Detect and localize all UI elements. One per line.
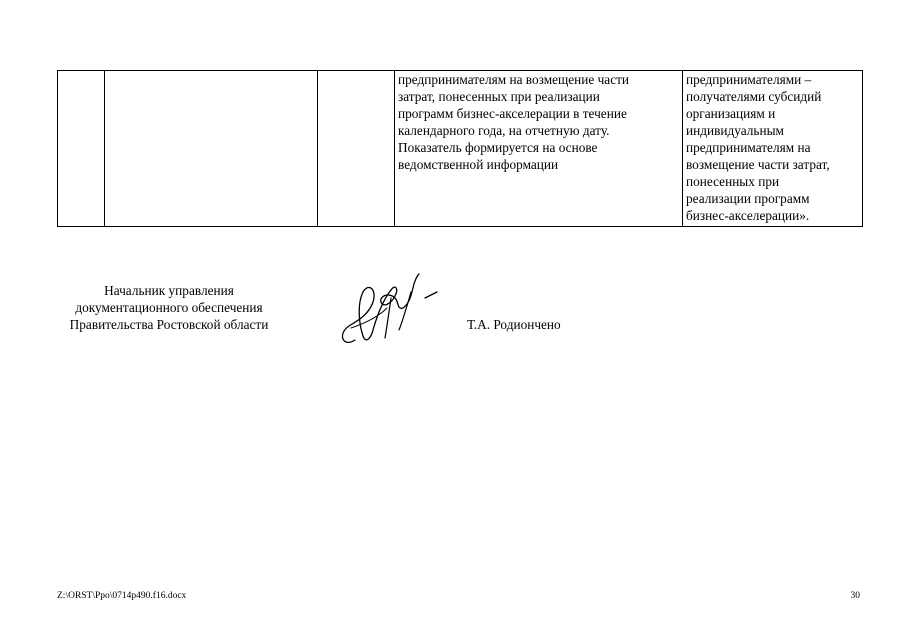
table-cell-3 bbox=[318, 71, 395, 227]
document-table bbox=[57, 70, 863, 227]
footer-file-path: Z:\ORST\Ppo\0714p490.f16.docx bbox=[57, 591, 187, 601]
signatory-position: Начальник управления документационного обеспечения Правительства Ростовской области bbox=[69, 283, 269, 332]
table-cell-description: предпринимателям на возмещение части затрат, понесенных при реализации программ бизнес-акселерации в течение календарного года, на отчетную дату. Показатель формируется на основе ведомственной информации bbox=[395, 71, 683, 227]
table-row bbox=[58, 71, 863, 227]
table-cell-2 bbox=[105, 71, 318, 227]
table-cell-recipients: предпринимателями – получателями субсидий организациям и индивидуальным предпринимателям на возмещение части затрат, понесенных при реализации программ бизнес-акселерации». bbox=[683, 71, 863, 227]
signatory-name: Т.А. Родиончено bbox=[467, 317, 561, 332]
table-cell-1 bbox=[58, 71, 105, 227]
page-number: 30 bbox=[850, 591, 860, 601]
handwritten-signature bbox=[333, 268, 445, 358]
